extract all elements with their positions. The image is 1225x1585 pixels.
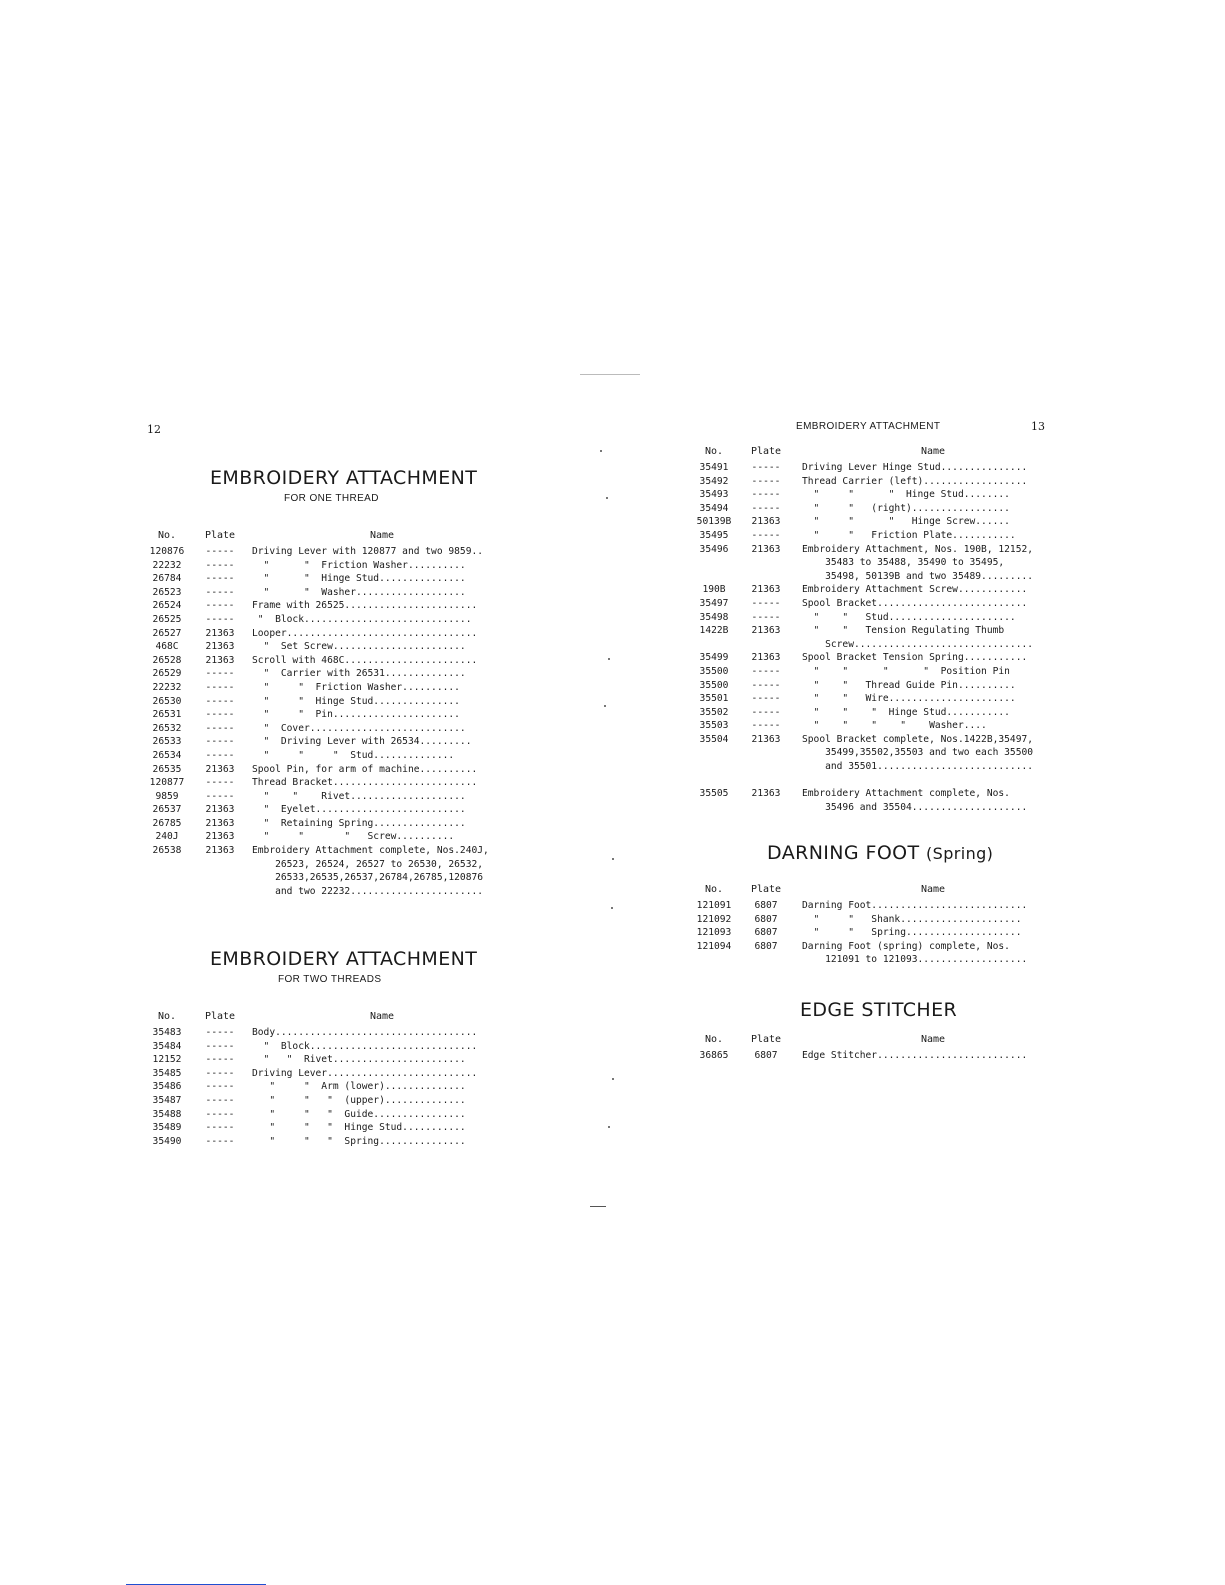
- header-name: Name: [920, 446, 946, 457]
- plate-number: 6807: [754, 913, 778, 925]
- part-name: 35496 and 35504....................: [802, 801, 1028, 813]
- part-number: 26534: [152, 749, 182, 761]
- plate-number: -----: [205, 736, 235, 748]
- part-number: 121092: [696, 913, 732, 925]
- part-number: 35492: [699, 475, 729, 487]
- part-number: 190B: [702, 584, 726, 596]
- header-name: Name: [920, 884, 946, 895]
- part-name: Driving Lever..........................: [252, 1067, 478, 1079]
- part-number: 1422B: [699, 625, 729, 637]
- part-name: Embroidery Attachment complete, Nos.240J,: [252, 845, 489, 857]
- part-number: 22232: [152, 559, 182, 571]
- plate-number: -----: [751, 720, 781, 732]
- plate-number: 21363: [751, 652, 781, 664]
- part-name: and two 22232.......................: [252, 885, 484, 897]
- part-name: " Retaining Spring................: [252, 817, 466, 829]
- part-number: 35501: [699, 693, 729, 705]
- part-name: Darning Foot (spring) complete, Nos.: [802, 940, 1010, 952]
- part-number: 120876: [149, 546, 185, 557]
- part-number: 120877: [149, 777, 185, 789]
- part-number: 26523: [152, 586, 182, 598]
- part-name: " " Rivet.......................: [252, 1054, 466, 1066]
- section-title-one-thread: EMBROIDERY ATTACHMENT: [210, 467, 478, 489]
- header-plate: Plate: [204, 530, 236, 541]
- header-no: No.: [704, 446, 724, 457]
- header-name: Name: [369, 530, 395, 541]
- part-name: " Set Screw.......................: [252, 641, 466, 653]
- header-no: No.: [704, 1034, 724, 1045]
- part-name: " " " " Position Pin: [802, 665, 1010, 677]
- part-number: 26525: [152, 613, 182, 625]
- plate-number: -----: [205, 600, 235, 612]
- part-number: 26785: [152, 817, 182, 829]
- plate-number: 6807: [754, 940, 778, 952]
- plate-number: 21363: [751, 516, 781, 528]
- part-name: " " " Stud..............: [252, 749, 455, 761]
- part-name: " " " Hinge Stud...........: [252, 1122, 466, 1134]
- scan-speck: [600, 450, 602, 452]
- section-subtitle-two-threads: FOR TWO THREADS: [278, 974, 382, 985]
- header-plate: Plate: [750, 446, 782, 457]
- scan-speck: [612, 858, 614, 860]
- section-subtitle-one-thread: FOR ONE THREAD: [284, 493, 379, 504]
- part-name: Embroidery Attachment, Nos. 190B, 12152,: [802, 543, 1034, 555]
- part-name: " " " Hinge Stud...........: [802, 706, 1010, 718]
- plate-number: -----: [205, 559, 235, 571]
- part-number: 35485: [152, 1067, 182, 1079]
- part-number: 12152: [152, 1054, 182, 1066]
- part-name: 26523, 26524, 26527 to 26530, 26532,: [252, 858, 484, 870]
- plate-number: -----: [205, 722, 235, 734]
- part-name: " " " Hinge Screw......: [802, 516, 1010, 528]
- page-number-right: 13: [1031, 420, 1045, 433]
- part-name: Spool Bracket complete, Nos.1422B,35497,: [802, 733, 1034, 745]
- part-number: 26535: [152, 763, 182, 775]
- part-number: 35490: [152, 1135, 182, 1147]
- plate-number: -----: [751, 597, 781, 609]
- scan-speck: [611, 907, 613, 909]
- part-number: 35495: [699, 529, 729, 541]
- part-number: 35505: [699, 788, 729, 800]
- part-name: Embroidery Attachment Screw............: [802, 584, 1028, 596]
- plate-number: 21363: [751, 584, 781, 596]
- part-number: 26529: [152, 668, 182, 680]
- scan-speck: [608, 1126, 610, 1128]
- header-plate: Plate: [750, 1034, 782, 1045]
- scan-speck: [612, 1078, 614, 1080]
- plate-number: -----: [751, 529, 781, 541]
- part-name: Darning Foot...........................: [802, 900, 1028, 911]
- page-number-left: 12: [147, 423, 161, 436]
- plate-number: 21363: [751, 543, 781, 555]
- part-number: 35491: [699, 462, 729, 473]
- plate-number: 6807: [754, 900, 778, 911]
- header-name: Name: [920, 1034, 946, 1045]
- part-name: and 35501...........................: [802, 761, 1034, 773]
- plate-number: -----: [751, 611, 781, 623]
- part-name: Spool Bracket..........................: [802, 597, 1028, 609]
- part-name: " Driving Lever with 26534.........: [252, 736, 472, 748]
- plate-number: 21363: [205, 817, 235, 829]
- part-name: 35483 to 35488, 35490 to 35495,: [802, 557, 1005, 569]
- part-name: " " " Hinge Stud........: [802, 489, 1010, 501]
- part-name: " " Thread Guide Pin..........: [802, 679, 1016, 691]
- plate-number: -----: [205, 1094, 235, 1106]
- part-name: Body...................................: [252, 1027, 478, 1038]
- part-number: 121091: [696, 900, 732, 911]
- part-number: 35496: [699, 543, 729, 555]
- plate-number: 21363: [205, 654, 235, 666]
- plate-number: 21363: [205, 845, 235, 857]
- section-title-darning-foot: [767, 842, 993, 864]
- part-number: 26533: [152, 736, 182, 748]
- plate-number: 21363: [205, 804, 235, 816]
- plate-number: 21363: [751, 788, 781, 800]
- part-name: " " " Guide................: [252, 1108, 466, 1120]
- plate-number: -----: [205, 1027, 235, 1038]
- part-name: " " " " Washer....: [802, 720, 987, 732]
- scan-speck: [606, 497, 608, 499]
- part-name: " " Hinge Stud...............: [252, 573, 466, 585]
- part-name: " Block.............................: [252, 1040, 478, 1052]
- part-number: 35500: [699, 665, 729, 677]
- part-number: 121094: [696, 940, 732, 952]
- plate-number: -----: [205, 681, 235, 693]
- part-number: 35499: [699, 652, 729, 664]
- part-number: 35493: [699, 489, 729, 501]
- part-name: 121091 to 121093...................: [802, 954, 1028, 966]
- plate-number: 21363: [205, 763, 235, 775]
- part-number: 35487: [152, 1094, 182, 1106]
- part-number: 35497: [699, 597, 729, 609]
- part-number: 35502: [699, 706, 729, 718]
- part-number: 26528: [152, 654, 182, 666]
- part-name: Frame with 26525.......................: [252, 600, 478, 612]
- part-number: 26527: [152, 627, 182, 639]
- part-name: " " Pin......................: [252, 709, 460, 721]
- header-plate: Plate: [750, 884, 782, 895]
- plate-number: -----: [751, 693, 781, 705]
- part-number: 26537: [152, 804, 182, 816]
- part-number: 35483: [152, 1027, 182, 1038]
- header-name: Name: [369, 1011, 395, 1022]
- darning-foot-title-suffix: (Spring): [926, 844, 994, 863]
- part-name: " " Friction Washer..........: [252, 559, 466, 571]
- scan-artifact-line: [580, 374, 640, 375]
- part-name: " Carrier with 26531..............: [252, 668, 466, 680]
- part-name: " " Tension Regulating Thumb: [802, 625, 1005, 637]
- plate-number: -----: [205, 1122, 235, 1134]
- part-number: 26784: [152, 573, 182, 585]
- part-number: 468C: [155, 641, 179, 653]
- header-no: No.: [157, 1011, 177, 1022]
- plate-number: 21363: [205, 831, 235, 843]
- section-title-edge-stitcher: EDGE STITCHER: [800, 999, 958, 1021]
- part-number: 240J: [155, 831, 179, 843]
- part-number: 36865: [699, 1050, 729, 1061]
- plate-number: -----: [751, 489, 781, 501]
- part-name: " " Rivet....................: [252, 790, 466, 802]
- plate-number: -----: [205, 790, 235, 802]
- part-name: " " Wire......................: [802, 693, 1016, 705]
- plate-number: 21363: [751, 625, 781, 637]
- part-number: 35484: [152, 1040, 182, 1052]
- part-name: " " Friction Plate...........: [802, 529, 1016, 541]
- part-name: Embroidery Attachment complete, Nos.: [802, 788, 1010, 800]
- part-name: " " Spring....................: [802, 927, 1022, 939]
- header-plate: Plate: [204, 1011, 236, 1022]
- header-no: No.: [157, 530, 177, 541]
- part-name: Looper.................................: [252, 627, 478, 639]
- part-name: " Cover...........................: [252, 722, 466, 734]
- part-name: " " Arm (lower)..............: [252, 1081, 466, 1093]
- part-name: Edge Stitcher..........................: [802, 1050, 1028, 1061]
- plate-number: -----: [205, 586, 235, 598]
- scan-speck: [608, 658, 610, 660]
- part-number: 26524: [152, 600, 182, 612]
- part-number: 26530: [152, 695, 182, 707]
- plate-number: -----: [751, 665, 781, 677]
- plate-number: -----: [205, 573, 235, 585]
- part-name: " " Friction Washer..........: [252, 681, 460, 693]
- part-number: 35488: [152, 1108, 182, 1120]
- plate-number: -----: [205, 1054, 235, 1066]
- plate-number: 21363: [751, 733, 781, 745]
- plate-number: -----: [205, 668, 235, 680]
- part-name: Thread Bracket.........................: [252, 777, 478, 789]
- part-number: 22232: [152, 681, 182, 693]
- part-name: 35498, 50139B and two 35489.........: [802, 570, 1034, 582]
- running-head: EMBROIDERY ATTACHMENT: [796, 421, 941, 432]
- part-name: " Eyelet..........................: [252, 804, 466, 816]
- part-number: 26531: [152, 709, 182, 721]
- part-number: 50139B: [696, 516, 732, 528]
- plate-number: 21363: [205, 641, 235, 653]
- plate-number: -----: [751, 502, 781, 514]
- part-name: 26533,26535,26537,26784,26785,120876: [252, 872, 484, 884]
- part-number: 121093: [696, 927, 732, 939]
- plate-number: 6807: [754, 1050, 778, 1061]
- section-title-two-threads: EMBROIDERY ATTACHMENT: [210, 948, 478, 970]
- part-number: 9859: [155, 790, 179, 802]
- part-name: " " Stud......................: [802, 611, 1016, 623]
- part-number: 26532: [152, 722, 182, 734]
- part-name: " " " Screw..........: [252, 831, 455, 843]
- plate-number: -----: [205, 695, 235, 707]
- part-number: 35494: [699, 502, 729, 514]
- part-number: 26538: [152, 845, 182, 857]
- plate-number: -----: [205, 1135, 235, 1147]
- plate-number: -----: [205, 709, 235, 721]
- plate-number: -----: [751, 706, 781, 718]
- part-name: " " (right).................: [802, 502, 1010, 514]
- plate-number: -----: [205, 613, 235, 625]
- part-name: " " " Spring...............: [252, 1135, 466, 1147]
- plate-number: -----: [205, 749, 235, 761]
- header-no: No.: [704, 884, 724, 895]
- part-number: 35500: [699, 679, 729, 691]
- part-name: Scroll with 468C.......................: [252, 654, 478, 666]
- plate-number: -----: [751, 462, 781, 473]
- scan-artifact-line: [590, 1206, 606, 1207]
- part-name: " " Shank.....................: [802, 913, 1022, 925]
- part-name: Driving Lever with 120877 and two 9859..: [252, 546, 484, 557]
- part-name: 35499,35502,35503 and two each 35500: [802, 747, 1034, 759]
- part-name: " " Washer...................: [252, 586, 466, 598]
- part-number: 35498: [699, 611, 729, 623]
- plate-number: -----: [751, 475, 781, 487]
- part-number: 35503: [699, 720, 729, 732]
- plate-number: 21363: [205, 627, 235, 639]
- part-number: 35489: [152, 1122, 182, 1134]
- plate-number: -----: [205, 777, 235, 789]
- part-name: Screw...............................: [802, 638, 1034, 650]
- part-name: " Block.............................: [252, 613, 472, 625]
- part-name: " " Hinge Stud...............: [252, 695, 460, 707]
- plate-number: -----: [205, 1040, 235, 1052]
- plate-number: -----: [205, 1108, 235, 1120]
- part-name: Thread Carrier (left)..................: [802, 475, 1028, 487]
- part-number: 35504: [699, 733, 729, 745]
- plate-number: 6807: [754, 927, 778, 939]
- plate-number: -----: [205, 546, 235, 557]
- part-number: 35486: [152, 1081, 182, 1093]
- part-name: " " " (upper)..............: [252, 1094, 466, 1106]
- part-name: Spool Pin, for arm of machine..........: [252, 763, 478, 775]
- plate-number: -----: [751, 679, 781, 691]
- darning-foot-title: DARNING FOOT: [767, 842, 920, 864]
- scan-speck: [604, 705, 606, 707]
- plate-number: -----: [205, 1081, 235, 1093]
- part-name: Spool Bracket Tension Spring...........: [802, 652, 1028, 664]
- plate-number: -----: [205, 1067, 235, 1079]
- part-name: Driving Lever Hinge Stud...............: [802, 462, 1028, 473]
